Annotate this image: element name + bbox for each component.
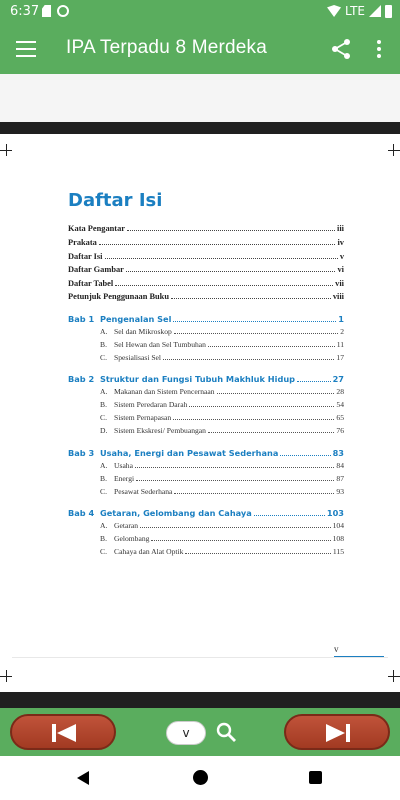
- toc-section[interactable]: [100, 487, 344, 496]
- toc-entry-label: Daftar Isi: [68, 252, 103, 261]
- section-page: 108: [332, 534, 344, 543]
- sd-card-icon: [42, 5, 51, 17]
- toc-entry[interactable]: [68, 224, 344, 233]
- sync-icon: [57, 5, 69, 17]
- toc-section[interactable]: [100, 461, 344, 470]
- more-vert-icon[interactable]: [374, 40, 384, 60]
- toc-chapter[interactable]: [68, 448, 344, 458]
- toc-entry-page: viii: [332, 292, 344, 301]
- reader-toolbar: [0, 708, 400, 756]
- chapter-page: 27: [332, 374, 344, 384]
- ad-area: [0, 74, 400, 122]
- viewer-margin-top: [0, 122, 400, 134]
- section-page: 54: [336, 400, 344, 409]
- section-letter: A.: [100, 461, 108, 470]
- section-letter: A.: [100, 387, 108, 396]
- section-page: 84: [336, 461, 344, 470]
- toc-section[interactable]: [100, 353, 344, 362]
- page-number-input[interactable]: v: [166, 721, 206, 745]
- document-page[interactable]: [0, 134, 400, 692]
- page-footer-divider: [12, 657, 388, 658]
- chapter-title: Struktur dan Fungsi Tubuh Makhluk Hidup: [100, 374, 296, 384]
- status-bar: [0, 0, 400, 24]
- chapter-title: Usaha, Energi dan Pesawat Sederhana: [100, 448, 279, 458]
- toc-section[interactable]: [100, 387, 344, 396]
- toc-section[interactable]: [100, 426, 344, 435]
- section-letter: A.: [100, 521, 108, 530]
- app-bar: [0, 24, 400, 74]
- toc-entry[interactable]: [68, 238, 344, 247]
- section-letter: B.: [100, 474, 107, 483]
- toc-entry-label: Daftar Gambar: [68, 265, 124, 274]
- chapter-page: 103: [326, 508, 344, 518]
- toc-section[interactable]: [100, 400, 344, 409]
- section-page: 115: [332, 547, 344, 556]
- chapter-number: Bab 3: [68, 448, 95, 458]
- section-title: Spesialisasi Sel: [114, 353, 162, 362]
- section-page: 17: [336, 353, 344, 362]
- chapter-number: Bab 1: [68, 314, 95, 324]
- share-icon[interactable]: [330, 38, 352, 60]
- section-letter: B.: [100, 534, 107, 543]
- section-page: 2: [340, 327, 344, 336]
- toc-section[interactable]: [100, 521, 344, 530]
- section-letter: B.: [100, 340, 107, 349]
- section-title: Energi: [114, 474, 135, 483]
- section-letter: A.: [100, 327, 108, 336]
- toc-section[interactable]: [100, 534, 344, 543]
- document-title: Daftar Isi: [68, 190, 163, 211]
- back-icon[interactable]: [77, 771, 89, 785]
- chapter-number: Bab 4: [68, 508, 95, 518]
- signal-icon: [369, 5, 381, 17]
- toc-chapter[interactable]: [68, 508, 344, 518]
- search-icon[interactable]: [216, 722, 236, 742]
- section-title: Sel Hewan dan Sel Tumbuhan: [114, 340, 206, 349]
- menu-icon[interactable]: [16, 41, 36, 57]
- section-page: 76: [336, 426, 344, 435]
- section-page: 93: [336, 487, 344, 496]
- toc-entry[interactable]: [68, 279, 344, 288]
- section-page: 28: [336, 387, 344, 396]
- chapter-title: Pengenalan Sel: [100, 314, 172, 324]
- previous-page-button[interactable]: [10, 714, 116, 750]
- section-title: Usaha: [114, 461, 133, 470]
- chapter-page: 1: [338, 314, 344, 324]
- toc-section[interactable]: [100, 340, 344, 349]
- section-letter: D.: [100, 426, 108, 435]
- wifi-icon: [327, 5, 341, 17]
- section-title: Sistem Pernapasan: [114, 413, 172, 422]
- document-page-number: v: [334, 644, 339, 654]
- section-page: 104: [332, 521, 344, 530]
- system-navigation-bar: [0, 756, 400, 800]
- toc-entry[interactable]: [68, 252, 344, 261]
- section-title: Makanan dan Sistem Pencernaan: [114, 387, 215, 396]
- toc-section[interactable]: [100, 474, 344, 483]
- section-page: 87: [336, 474, 344, 483]
- section-title: Getaran: [114, 521, 139, 530]
- section-title: Gelombang: [114, 534, 150, 543]
- toc-entry-label: Prakata: [68, 238, 97, 247]
- section-title: Sistem Ekskresi/ Pembuangan: [114, 426, 206, 435]
- chapter-number: Bab 2: [68, 374, 95, 384]
- recents-icon[interactable]: [309, 771, 322, 784]
- toc-entry-page: v: [339, 252, 344, 261]
- skip-previous-icon: [52, 724, 76, 742]
- section-letter: B.: [100, 400, 107, 409]
- section-page: 65: [336, 413, 344, 422]
- toc-section[interactable]: [100, 327, 344, 336]
- toc-section[interactable]: [100, 547, 344, 556]
- toc-entry-page: iii: [337, 224, 344, 233]
- section-title: Pesawat Sederhana: [114, 487, 173, 496]
- status-time: 6:37: [10, 4, 40, 19]
- section-title: Sel dan Mikroskop: [114, 327, 172, 336]
- chapter-title: Getaran, Gelombang dan Cahaya: [100, 508, 252, 518]
- skip-next-icon: [326, 724, 350, 742]
- next-page-button[interactable]: [284, 714, 390, 750]
- toc-chapter[interactable]: [68, 374, 344, 384]
- toc-section[interactable]: [100, 413, 344, 422]
- toc-chapter[interactable]: [68, 314, 344, 324]
- toc-entry-label: Daftar Tabel: [68, 279, 114, 288]
- crop-mark: [0, 150, 12, 151]
- network-type: LTE: [345, 4, 365, 18]
- section-letter: C.: [100, 547, 107, 556]
- section-letter: C.: [100, 413, 107, 422]
- toc-entry[interactable]: [68, 292, 344, 301]
- toc-entry-label: Petunjuk Penggunaan Buku: [68, 292, 170, 301]
- toc-entry-page: iv: [337, 238, 344, 247]
- toc-entry[interactable]: [68, 265, 344, 274]
- crop-mark: [0, 676, 12, 677]
- toc-entry-page: vii: [335, 279, 344, 288]
- section-page: 11: [336, 340, 344, 349]
- app-title: IPA Terpadu 8 Merdeka: [66, 37, 268, 58]
- crop-mark: [388, 150, 400, 151]
- battery-icon: [385, 5, 392, 18]
- chapter-page: 83: [332, 448, 344, 458]
- toc-entry-label: Kata Pengantar: [68, 224, 125, 233]
- section-title: Cahaya dan Alat Optik: [114, 547, 184, 556]
- section-letter: C.: [100, 353, 107, 362]
- crop-mark: [388, 676, 400, 677]
- section-title: Sistem Peredaran Darah: [114, 400, 188, 409]
- viewer-margin-bottom: [0, 692, 400, 708]
- toc-entry-page: vi: [337, 265, 344, 274]
- section-letter: C.: [100, 487, 107, 496]
- home-icon[interactable]: [193, 770, 208, 785]
